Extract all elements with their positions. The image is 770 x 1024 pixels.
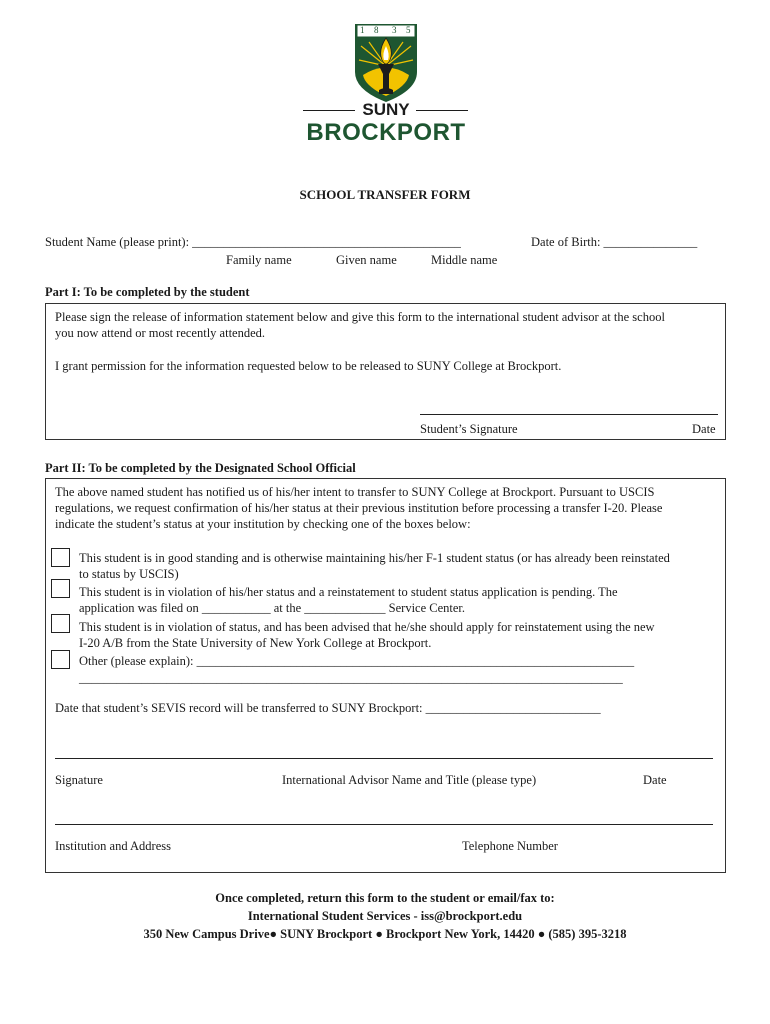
year-digit: 5 [406,25,411,35]
logo-rule-right [416,110,468,111]
form-title: SCHOOL TRANSFER FORM [299,187,471,202]
student-name-field[interactable]: Student Name (please print): ___________________________________________ [45,235,461,249]
suny-brockport-logo [298,20,474,148]
violation-advised-checkbox[interactable] [51,614,70,633]
institution-address-label: Institution and Address [55,839,171,853]
other-checkbox[interactable] [51,650,70,669]
telephone-number-label: Telephone Number [462,839,558,853]
part2-intro-line: The above named student has notified us of his/her intent to transfer to SUNY College at Brockport. Pursuant to USCIS [55,485,655,499]
part2-heading: Part II: To be completed by the Designated School Official [45,461,356,475]
logo-rule-left [303,110,355,111]
good-standing-checkbox[interactable] [51,548,70,567]
logo-brockport-text: BROCKPORT [306,119,466,146]
part2-intro-line: regulations, we request confirmation of his/her status at their previous institution before processing a transfer I-20. Please [55,501,663,515]
part2-intro-line: indicate the student’s status at your institution by checking one of the boxes below: [55,517,471,531]
official-date-label: Date [643,773,667,787]
footer-contact-email: International Student Services - iss@brockport.edu [247,909,523,923]
footer-address: 350 New Campus Drive● SUNY Brockport ● Brockport New York, 14420 ● (585) 395-3218 [143,927,627,941]
student-signature-label: Student’s Signature [420,422,518,436]
other-explain-field[interactable]: _______________________________________________________________________________________ [79,671,623,685]
advisor-name-label: International Advisor Name and Title (please type) [282,773,537,787]
year-digit: 8 [374,25,379,35]
official-signature-line[interactable] [55,758,713,759]
sevis-date-field[interactable]: Date that student’s SEVIS record will be transferred to SUNY Brockport: ____________________________ [55,701,601,715]
part1-instruction-line: Please sign the release of information statement below and give this form to the international student advisor at the school [55,310,665,324]
part1-instruction-line: you now attend or most recently attended. [55,326,266,340]
option-text: to status by USCIS) [79,567,179,581]
year-digit: 1 [360,25,365,35]
middle-name-caption: Middle name [431,253,498,267]
given-name-caption: Given name [336,253,397,267]
other-explain-field[interactable]: Other (please explain): ______________________________________________________________________ [79,654,635,668]
reinstatement-pending-checkbox[interactable] [51,579,70,598]
year-digit: 3 [392,25,397,35]
student-date-label: Date [692,422,716,436]
signature-label: Signature [55,773,103,787]
part1-heading: Part I: To be completed by the student [45,285,250,299]
option-text: This student is in violation of status, and has been advised that he/she should apply for reinstatement using the new [79,620,655,634]
logo-year-digits [358,26,414,38]
logo-suny-text: SUNY [362,100,410,119]
option-text: application was filed on ___________ at the _____________ Service Center. [79,601,466,615]
option-text: I-20 A/B from the State University of New York College at Brockport. [79,636,432,650]
date-of-birth-field[interactable]: Date of Birth: _______________ [531,235,698,249]
family-name-caption: Family name [226,253,292,267]
footer-return-instruction: Once completed, return this form to the student or email/fax to: [215,891,555,905]
institution-address-line[interactable] [55,824,713,825]
student-signature-line[interactable] [420,414,718,415]
permission-statement: I grant permission for the information requested below to be released to SUNY College at Brockport. [55,359,562,373]
option-text: This student is in good standing and is otherwise maintaining his/her F-1 student status (or has already been reinstated [79,551,670,565]
option-text: This student is in violation of his/her status and a reinstatement to student status application is pending. The [79,585,618,599]
